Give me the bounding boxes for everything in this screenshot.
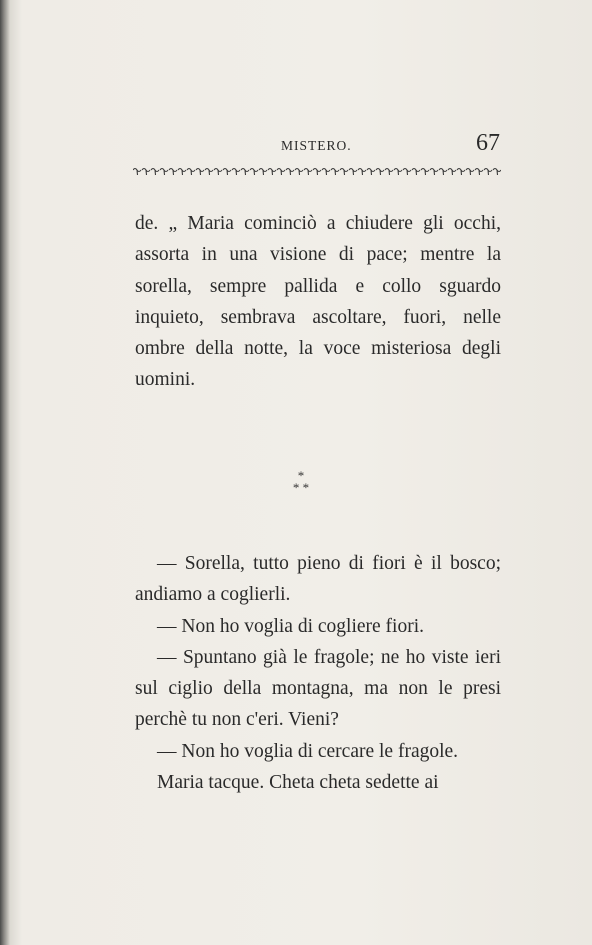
dialogue-line: — Non ho voglia di cogliere fiori. <box>157 615 424 637</box>
page-header <box>281 130 501 160</box>
section-break-asterism <box>281 470 321 500</box>
asterism-top: * <box>297 468 305 483</box>
dialogue-section <box>135 548 501 798</box>
page-number: 67 <box>476 130 500 156</box>
ornamental-rule <box>133 167 501 177</box>
narrative-line: Maria tacque. Cheta cheta sedette ai <box>157 772 439 794</box>
ornament-svg <box>133 167 501 177</box>
dialogue-line: — Spuntano già le fragole; ne ho viste ieri sul ciglio della montagna, ma non le presi perchè tu non c'eri. Vieni? <box>135 646 501 731</box>
dialogue-line: — Non ho voglia di cercare le fragole. <box>157 740 459 762</box>
paragraph-continued <box>135 208 501 396</box>
asterism-bottom: * * <box>292 480 310 495</box>
paragraph-1: de. „ Maria cominciò a chiudere gli occhi, assorta in una visione di pace; mentre la sorella, sempre pallida e collo sguardo inquieto, sembrava ascoltare, fuori, nelle ombre della notte, la voce misteriosa degli uomini. <box>135 213 501 391</box>
running-head: MISTERO. <box>281 138 352 153</box>
dialogue-line: — Sorella, tutto pieno di fiori è il bosco; andiamo a coglierli. <box>135 553 501 606</box>
